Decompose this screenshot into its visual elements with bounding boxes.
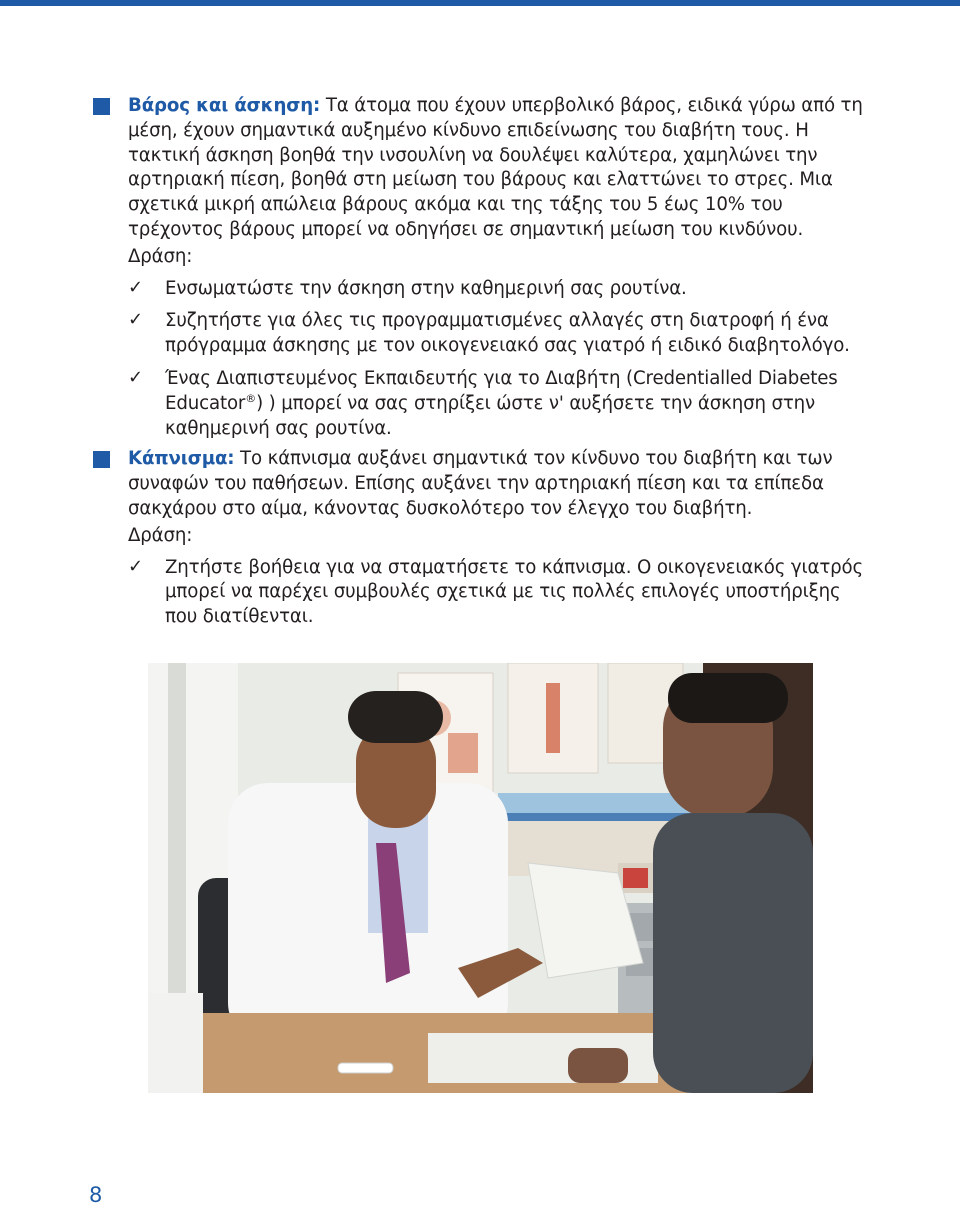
photo-illustration [148,663,813,1093]
section-paragraph [128,447,868,521]
action-item-text-part: Ένας Διαπιστευμένος Εκπαιδευτής για το Διαβήτη (Credentialled Diabetes Educator [165,367,838,414]
action-item [128,367,868,441]
top-accent-bar [0,0,960,6]
action-item-text: Ενσωματώστε την άσκηση στην καθημερινή σας ρουτίνα. [165,277,687,299]
square-bullet-icon [93,98,110,115]
checkmark-icon: ✓ [128,366,143,388]
section-text: Το κάπνισμα αυξάνει σημαντικά τον κίνδυνο του διαβήτη και των συναφών του παθήσεων. Επίσης αυξάνει την αρτηριακή πίεση και τα επίπεδα σακχάρου στο αίμα, κάνοντας δυσκολότερο τον έλεγχο του διαβήτη. [128,448,833,519]
doctor-consultation-photo [148,663,813,1093]
section-heading: Κάπνισμα: [128,448,235,470]
action-label: Δράση: [128,524,193,546]
action-item-text [165,368,838,439]
page-content [128,94,868,638]
action-label: Δράση: [128,245,193,267]
section-text: Τα άτομα που έχουν υπερβολικό βάρος, ειδικά γύρω από τη μέση, έχουν σημαντικά αυξημένο κίνδυνο επιδείνωσης του διαβήτη τους. Η τακτική άσκηση βοηθά την ινσουλίνη να δουλέψει καλύτερα, χαμηλώνει την αρτηριακή πίεση, βοηθά στη μείωση του βάρους και ελαττώνει το στρες. Μια σχετικά μικρή απώλεια βάρους ακόμα και της τάξης του 5 έως 10% του τρέχοντος βάρους μπορεί να οδηγήσει σε σημαντική μείωση του κινδύνου. [128,95,863,240]
section-paragraph [128,94,868,243]
section-heading: Βάρος και άσκηση: [128,95,321,116]
checkmark-icon: ✓ [128,309,143,331]
action-item-text: Συζητήστε για όλες τις προγραμματισμένες αλλαγές στη διατροφή ή ένα πρόγραμμα άσκησης με τον οικογενειακό σας γιατρό ή ειδικό διαβητολόγο. [165,310,850,357]
action-list [128,277,868,442]
action-list [128,556,868,630]
action-item-text: Ζητήστε βοήθεια για να σταματήσετε το κάπνισμα. Ο οικογενειακός γιατρός μπορεί να παρέχει συμβουλές σχετικά με τις πολλές επιλογές υποστήριξης που διατίθενται. [165,556,864,628]
action-item [128,309,868,359]
checkmark-icon: ✓ [128,276,143,298]
square-bullet-icon [93,451,110,468]
registered-mark: ® [245,391,257,405]
section-weight-exercise [128,94,868,441]
checkmark-icon: ✓ [128,555,143,577]
page-number: 8 [89,1183,103,1207]
action-item [128,556,868,630]
action-item-text-part: ) ) μπορεί να σας στηρίξει ώστε ν' αυξήσετε την άσκηση στην καθημερινή σας ρουτίνα. [165,392,816,439]
action-item [128,277,868,302]
section-smoking [128,447,868,630]
